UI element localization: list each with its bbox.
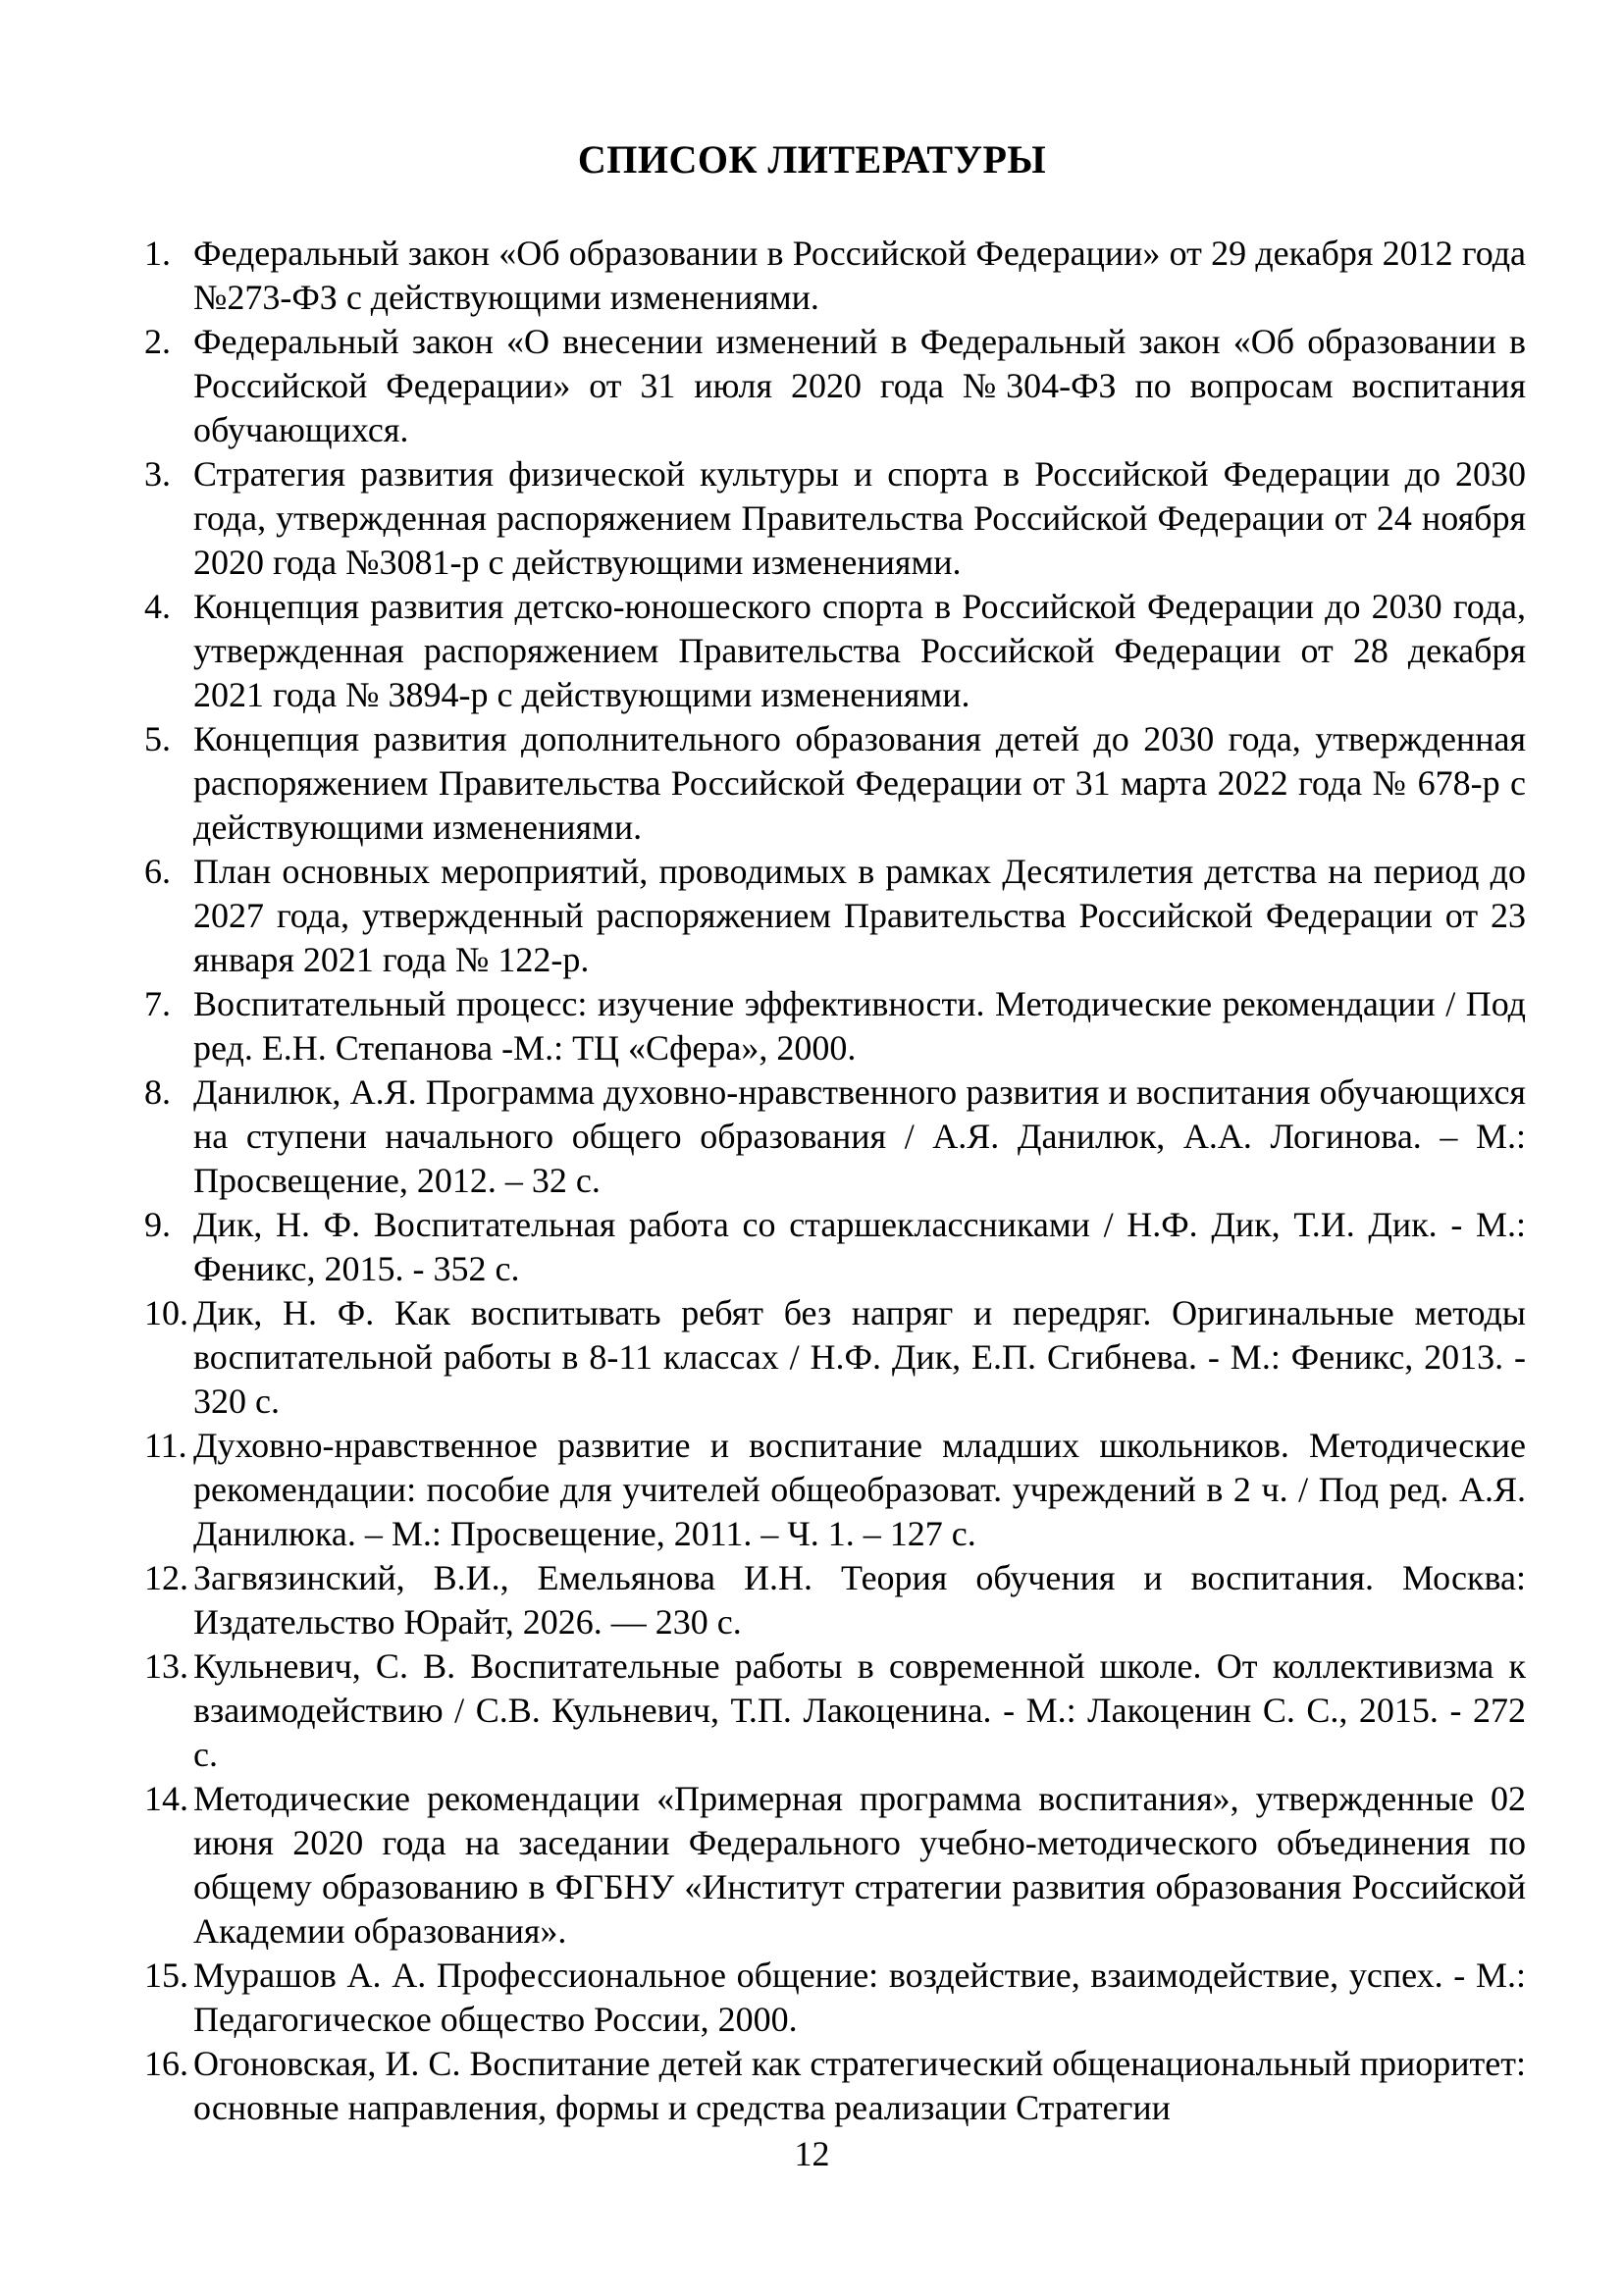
reference-text: Данилюк, А.Я. Программа духовно-нравственного развития и воспитания обучающихся на ступени начального общего образования / А.Я. Данилюк, А.А. Логинова. – М.: Просвещение, 2012. – 32 с.: [193, 1072, 1526, 1200]
reference-text: Кульневич, С. В. Воспитательные работы в современной школе. От коллективизма к взаимодействию / С.В. Кульневич, Т.П. Лакоценина. - М.: Лакоценин С. С., 2015. - 272 с.: [193, 1646, 1526, 1774]
list-item-number: 11.: [144, 1426, 187, 1465]
list-item-number: 15.: [144, 1956, 188, 1995]
reference-text: Воспитательный процесс: изучение эффективности. Методические рекомендации / Под ред. Е.Н. Степанова -М.: ТЦ «Сфера», 2000.: [193, 984, 1526, 1068]
list-item: [144, 1424, 1526, 1556]
list-item-number: 14.: [144, 1779, 188, 1818]
reference-text: Концепция развития дополнительного образования детей до 2030 года, утвержденная распоряжением Правительства Российской Федерации от 31 марта 2022 года № 678-р с действующими изменениями.: [193, 719, 1526, 847]
list-item: [144, 1556, 1526, 1644]
list-item: [144, 320, 1526, 452]
list-item-number: 10.: [144, 1293, 188, 1332]
reference-text: Федеральный закон «О внесении изменений в Федеральный закон «Об образовании в Российской Федерации» от 31 июля 2020 года №304-ФЗ по вопросам воспитания обучающихся.: [193, 322, 1526, 449]
list-item-number: 4.: [144, 587, 171, 626]
page-title: СПИСОК ЛИТЕРАТУРЫ: [577, 137, 1047, 182]
list-item-number: 1.: [144, 234, 171, 273]
list-item-number: 8.: [144, 1072, 171, 1112]
list-item: [144, 1954, 1526, 2042]
list-item-number: 5.: [144, 719, 171, 758]
reference-text: Концепция развития детско-юношеского спорта в Российской Федерации до 2030 года, утвержденная распоряжением Правительства Российской Федерации от 28 декабря 2021 года № 3894-р с действующими изменениями.: [193, 587, 1526, 714]
list-item: [144, 232, 1526, 320]
list-item: [144, 1777, 1526, 1954]
list-item: [144, 585, 1526, 717]
reference-text: Методические рекомендации «Примерная программа воспитания», утвержденные 02 июня 2020 года на заседании Федерального учебно-методического объединения по общему образованию в ФГБНУ «Институт стратегии развития образования Российской Академии образования».: [193, 1779, 1526, 1951]
page-number: 12: [794, 2134, 830, 2173]
reference-text: Дик, Н. Ф. Воспитательная работа со старшеклассниками / Н.Ф. Дик, Т.И. Дик. - М.: Феникс, 2015. - 352 с.: [193, 1205, 1526, 1288]
list-item-number: 9.: [144, 1205, 171, 1244]
reference-text: Огоновская, И. С. Воспитание детей как стратегический общенациональный приоритет: основные направления, формы и средства реализации Стратегии: [193, 2044, 1526, 2127]
reference-text: Федеральный закон «Об образовании в Российской Федерации» от 29 декабря 2012 года №273-ФЗ с действующими изменениями.: [193, 234, 1526, 317]
list-item-number: 13.: [144, 1646, 188, 1686]
list-item-number: 3.: [144, 454, 171, 494]
list-item: [144, 1644, 1526, 1777]
reference-list: [144, 232, 1526, 2130]
list-item: [144, 452, 1526, 585]
list-item: [144, 982, 1526, 1070]
list-item-number: 16.: [144, 2044, 188, 2083]
reference-text: Мурашов А. А. Профессиональное общение: воздействие, взаимодействие, успех. - М.: Педагогическое общество России, 2000.: [193, 1956, 1526, 2039]
list-item: [144, 1291, 1526, 1424]
list-item-number: 2.: [144, 322, 171, 361]
reference-text: Стратегия развития физической культуры и спорта в Российской Федерации до 2030 года, утвержденная распоряжением Правительства Российской Федерации от 24 ноября 2020 года №3081-р с действующими изменениями.: [193, 454, 1526, 582]
list-item-number: 7.: [144, 984, 171, 1023]
list-item: [144, 1203, 1526, 1291]
list-item: [144, 1070, 1526, 1203]
list-item: [144, 717, 1526, 850]
reference-text: Духовно-нравственное развитие и воспитание младших школьников. Методические рекомендации: пособие для учителей общеобразоват. учреждений в 2 ч. / Под ред. А.Я. Данилюка. – М.: Просвещение, 2011. – Ч. 1. – 127 с.: [193, 1426, 1526, 1553]
list-item-number: 6.: [144, 852, 171, 891]
reference-text: Загвязинский, В.И., Емельянова И.Н. Теория обучения и воспитания. Москва: Издательство Юрайт, 2026. — 230 с.: [193, 1558, 1526, 1642]
list-item-number: 12.: [144, 1558, 188, 1597]
reference-text: План основных мероприятий, проводимых в рамках Десятилетия детства на период до 2027 года, утвержденный распоряжением Правительства Российской Федерации от 23 января 2021 года № 122-р.: [193, 852, 1526, 979]
reference-text: Дик, Н. Ф. Как воспитывать ребят без напряг и передряг. Оригинальные методы воспитательной работы в 8-11 классах / Н.Ф. Дик, Е.П. Сгибнева. - М.: Феникс, 2013. - 320 с.: [193, 1293, 1526, 1421]
list-item: [144, 850, 1526, 982]
list-item: [144, 2042, 1526, 2130]
